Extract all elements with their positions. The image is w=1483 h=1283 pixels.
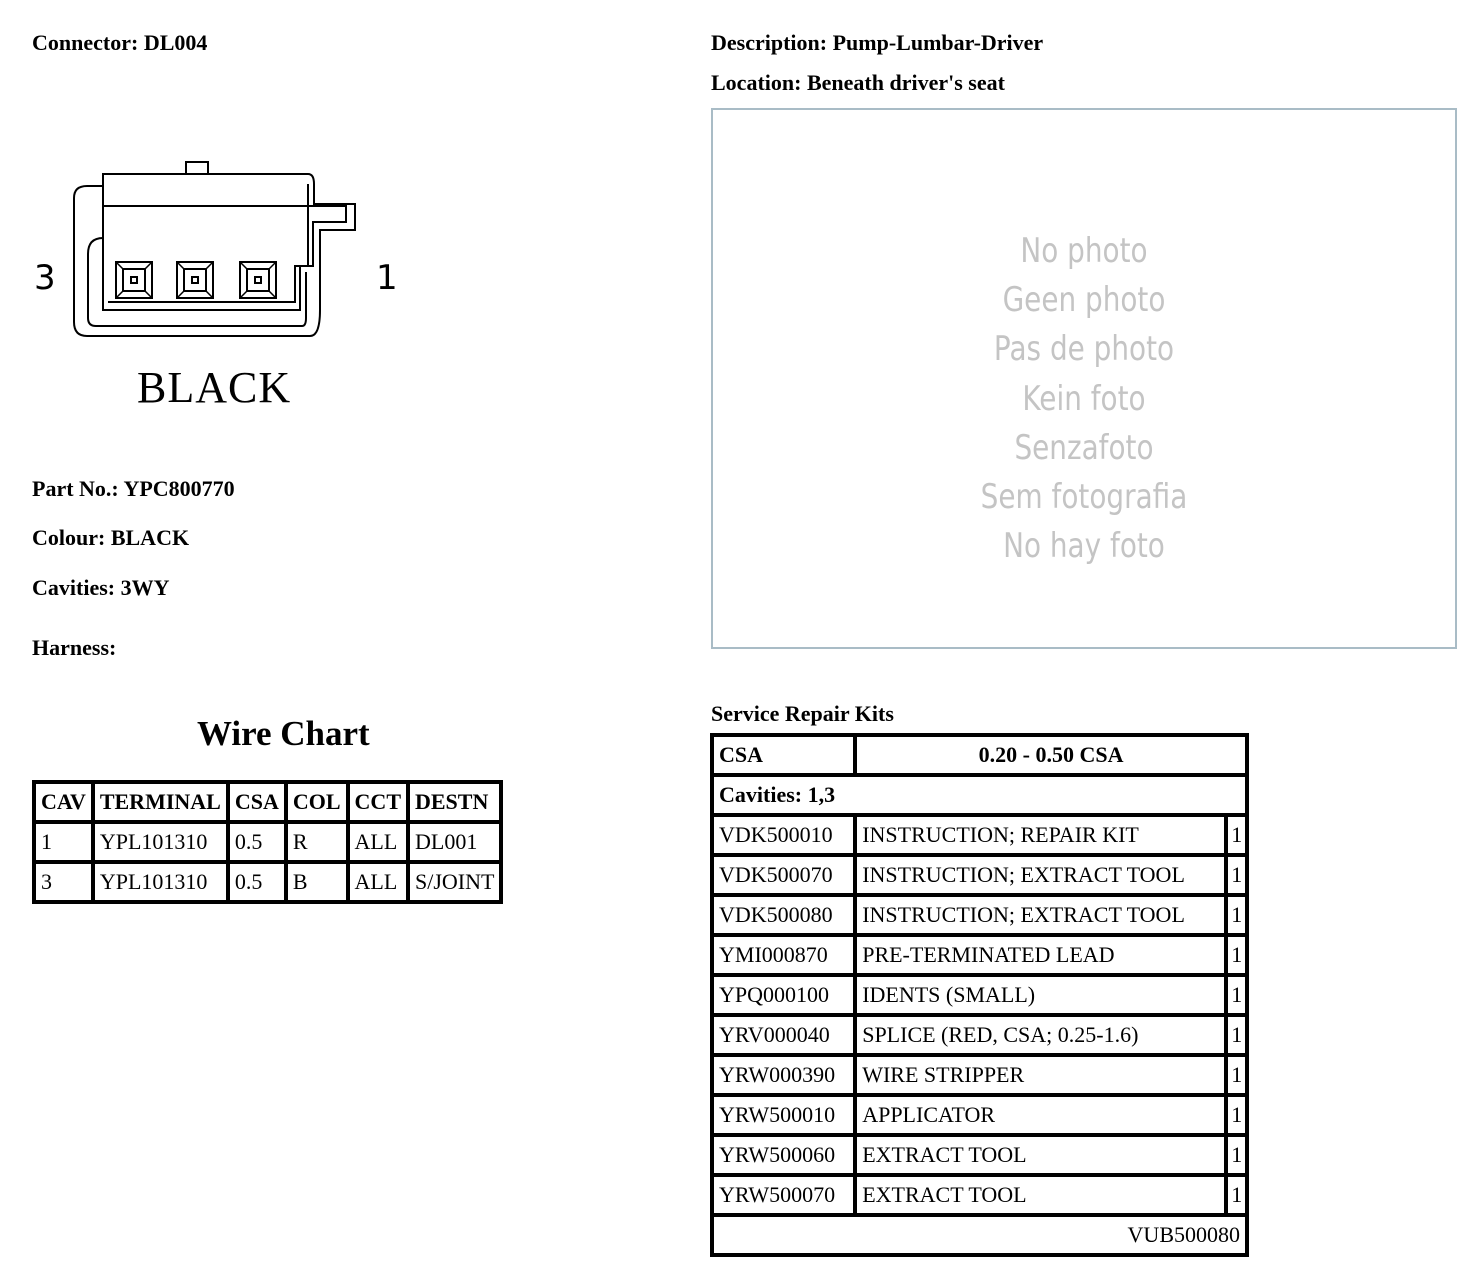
part-no-label xyxy=(32,476,235,502)
column-header: DESTN xyxy=(410,784,499,820)
description-value: Pump-Lumbar-Driver xyxy=(832,30,1044,55)
kit-part-no: VDK500010 xyxy=(714,817,853,853)
csa-row xyxy=(714,737,1245,773)
csa-value: 0.20 - 0.50 CSA xyxy=(857,737,1245,773)
table-cell: 0.5 xyxy=(230,864,284,900)
kit-description: APPLICATOR xyxy=(857,1097,1224,1133)
no-photo-text xyxy=(780,227,1388,571)
table-row xyxy=(714,1017,1245,1053)
table-row xyxy=(714,1177,1245,1213)
kit-description: PRE-TERMINATED LEAD xyxy=(857,937,1224,973)
colour-value: BLACK xyxy=(110,525,190,550)
kit-number: VUB500080 xyxy=(714,1217,1245,1253)
kit-quantity: 1 xyxy=(1228,977,1245,1013)
location-value: Beneath driver's seat xyxy=(806,70,1005,95)
description-label xyxy=(711,30,1043,56)
colour-key: Colour: xyxy=(32,525,106,550)
kit-part-no: YMI000870 xyxy=(714,937,853,973)
wire-chart-title: Wire Chart xyxy=(197,714,370,753)
table-row xyxy=(714,857,1245,893)
wire-chart-table xyxy=(32,780,503,904)
kit-description: INSTRUCTION; REPAIR KIT xyxy=(857,817,1224,853)
column-header: CCT xyxy=(350,784,406,820)
kit-part-no: VDK500080 xyxy=(714,897,853,933)
kit-quantity: 1 xyxy=(1228,897,1245,933)
no-photo-line: Senzafoto xyxy=(1014,427,1154,468)
csa-label: CSA xyxy=(714,737,853,773)
cavities-row xyxy=(714,777,1245,813)
table-cell: 3 xyxy=(36,864,91,900)
no-photo-line: Pas de photo xyxy=(993,329,1175,370)
kit-description: WIRE STRIPPER xyxy=(857,1057,1224,1093)
harness-key: Harness: xyxy=(32,635,117,660)
kit-number-row xyxy=(714,1217,1245,1253)
kit-part-no: VDK500070 xyxy=(714,857,853,893)
no-photo-line: No photo xyxy=(1020,231,1148,271)
table-cell: YPL101310 xyxy=(95,824,226,860)
no-photo-line: Kein foto xyxy=(1022,378,1146,419)
table-cell: DL001 xyxy=(410,824,499,860)
repair-kits-title: Service Repair Kits xyxy=(711,701,894,726)
connector-id: DL004 xyxy=(143,30,208,55)
photo-placeholder xyxy=(711,108,1457,649)
kit-description: EXTRACT TOOL xyxy=(857,1137,1224,1173)
kit-part-no: YRW500060 xyxy=(714,1137,853,1173)
table-row xyxy=(36,864,499,900)
kit-quantity: 1 xyxy=(1228,817,1245,853)
connector-label xyxy=(32,30,207,56)
table-row xyxy=(714,977,1245,1013)
location-label xyxy=(711,70,1005,96)
cavities-label xyxy=(32,575,169,601)
kit-quantity: 1 xyxy=(1228,1017,1245,1053)
colour-label xyxy=(32,525,189,551)
kit-quantity: 1 xyxy=(1228,1177,1245,1213)
kit-description: EXTRACT TOOL xyxy=(857,1177,1224,1213)
cavity-squares xyxy=(116,262,276,298)
column-header: TERMINAL xyxy=(95,784,226,820)
table-row xyxy=(714,1057,1245,1093)
part-no-value: YPC800770 xyxy=(123,476,235,501)
kit-description: INSTRUCTION; EXTRACT TOOL xyxy=(857,897,1224,933)
kit-part-no: YRV000040 xyxy=(714,1017,853,1053)
no-photo-line: No hay foto xyxy=(1003,526,1165,567)
table-row xyxy=(714,1137,1245,1173)
table-header-row xyxy=(36,784,499,820)
kit-part-no: YRW500010 xyxy=(714,1097,853,1133)
table-cell: ALL xyxy=(350,864,406,900)
table-row xyxy=(714,937,1245,973)
kit-quantity: 1 xyxy=(1228,937,1245,973)
table-cell: S/JOINT xyxy=(410,864,499,900)
table-cell: YPL101310 xyxy=(95,864,226,900)
connector-colour-caption: BLACK xyxy=(137,363,292,412)
kit-quantity: 1 xyxy=(1228,1137,1245,1173)
part-no-key: Part No.: xyxy=(32,476,119,501)
kit-description: IDENTS (SMALL) xyxy=(857,977,1224,1013)
table-cell: B xyxy=(288,864,346,900)
pin-number-3: 3 xyxy=(34,258,56,298)
column-header: CAV xyxy=(36,784,91,820)
kit-description: SPLICE (RED, CSA; 0.25-1.6) xyxy=(857,1017,1224,1053)
table-row xyxy=(714,817,1245,853)
column-header: COL xyxy=(288,784,346,820)
kit-description: INSTRUCTION; EXTRACT TOOL xyxy=(857,857,1224,893)
table-row xyxy=(714,897,1245,933)
connector-key: Connector: xyxy=(32,30,139,55)
table-row xyxy=(36,824,499,860)
repair-kits-table xyxy=(710,733,1249,1257)
kit-quantity: 1 xyxy=(1228,857,1245,893)
table-cell: ALL xyxy=(350,824,406,860)
no-photo-line: Sem fotografia xyxy=(980,476,1188,517)
kit-cavities: Cavities: 1,3 xyxy=(714,777,1245,813)
table-row xyxy=(714,1097,1245,1133)
connector-face-drawing xyxy=(30,150,370,350)
table-cell: 0.5 xyxy=(230,824,284,860)
kit-part-no: YRW000390 xyxy=(714,1057,853,1093)
no-photo-line: Geen photo xyxy=(1002,280,1166,321)
kit-quantity: 1 xyxy=(1228,1097,1245,1133)
table-cell: 1 xyxy=(36,824,91,860)
kit-quantity: 1 xyxy=(1228,1057,1245,1093)
cavities-key: Cavities: xyxy=(32,575,116,600)
cavities-value: 3WY xyxy=(120,575,170,600)
table-cell: R xyxy=(288,824,346,860)
description-key: Description: xyxy=(711,30,828,55)
location-key: Location: xyxy=(711,70,802,95)
harness-label xyxy=(32,635,116,661)
kit-part-no: YPQ000100 xyxy=(714,977,853,1013)
pin-number-1: 1 xyxy=(376,258,398,298)
column-header: CSA xyxy=(230,784,284,820)
kit-part-no: YRW500070 xyxy=(714,1177,853,1213)
